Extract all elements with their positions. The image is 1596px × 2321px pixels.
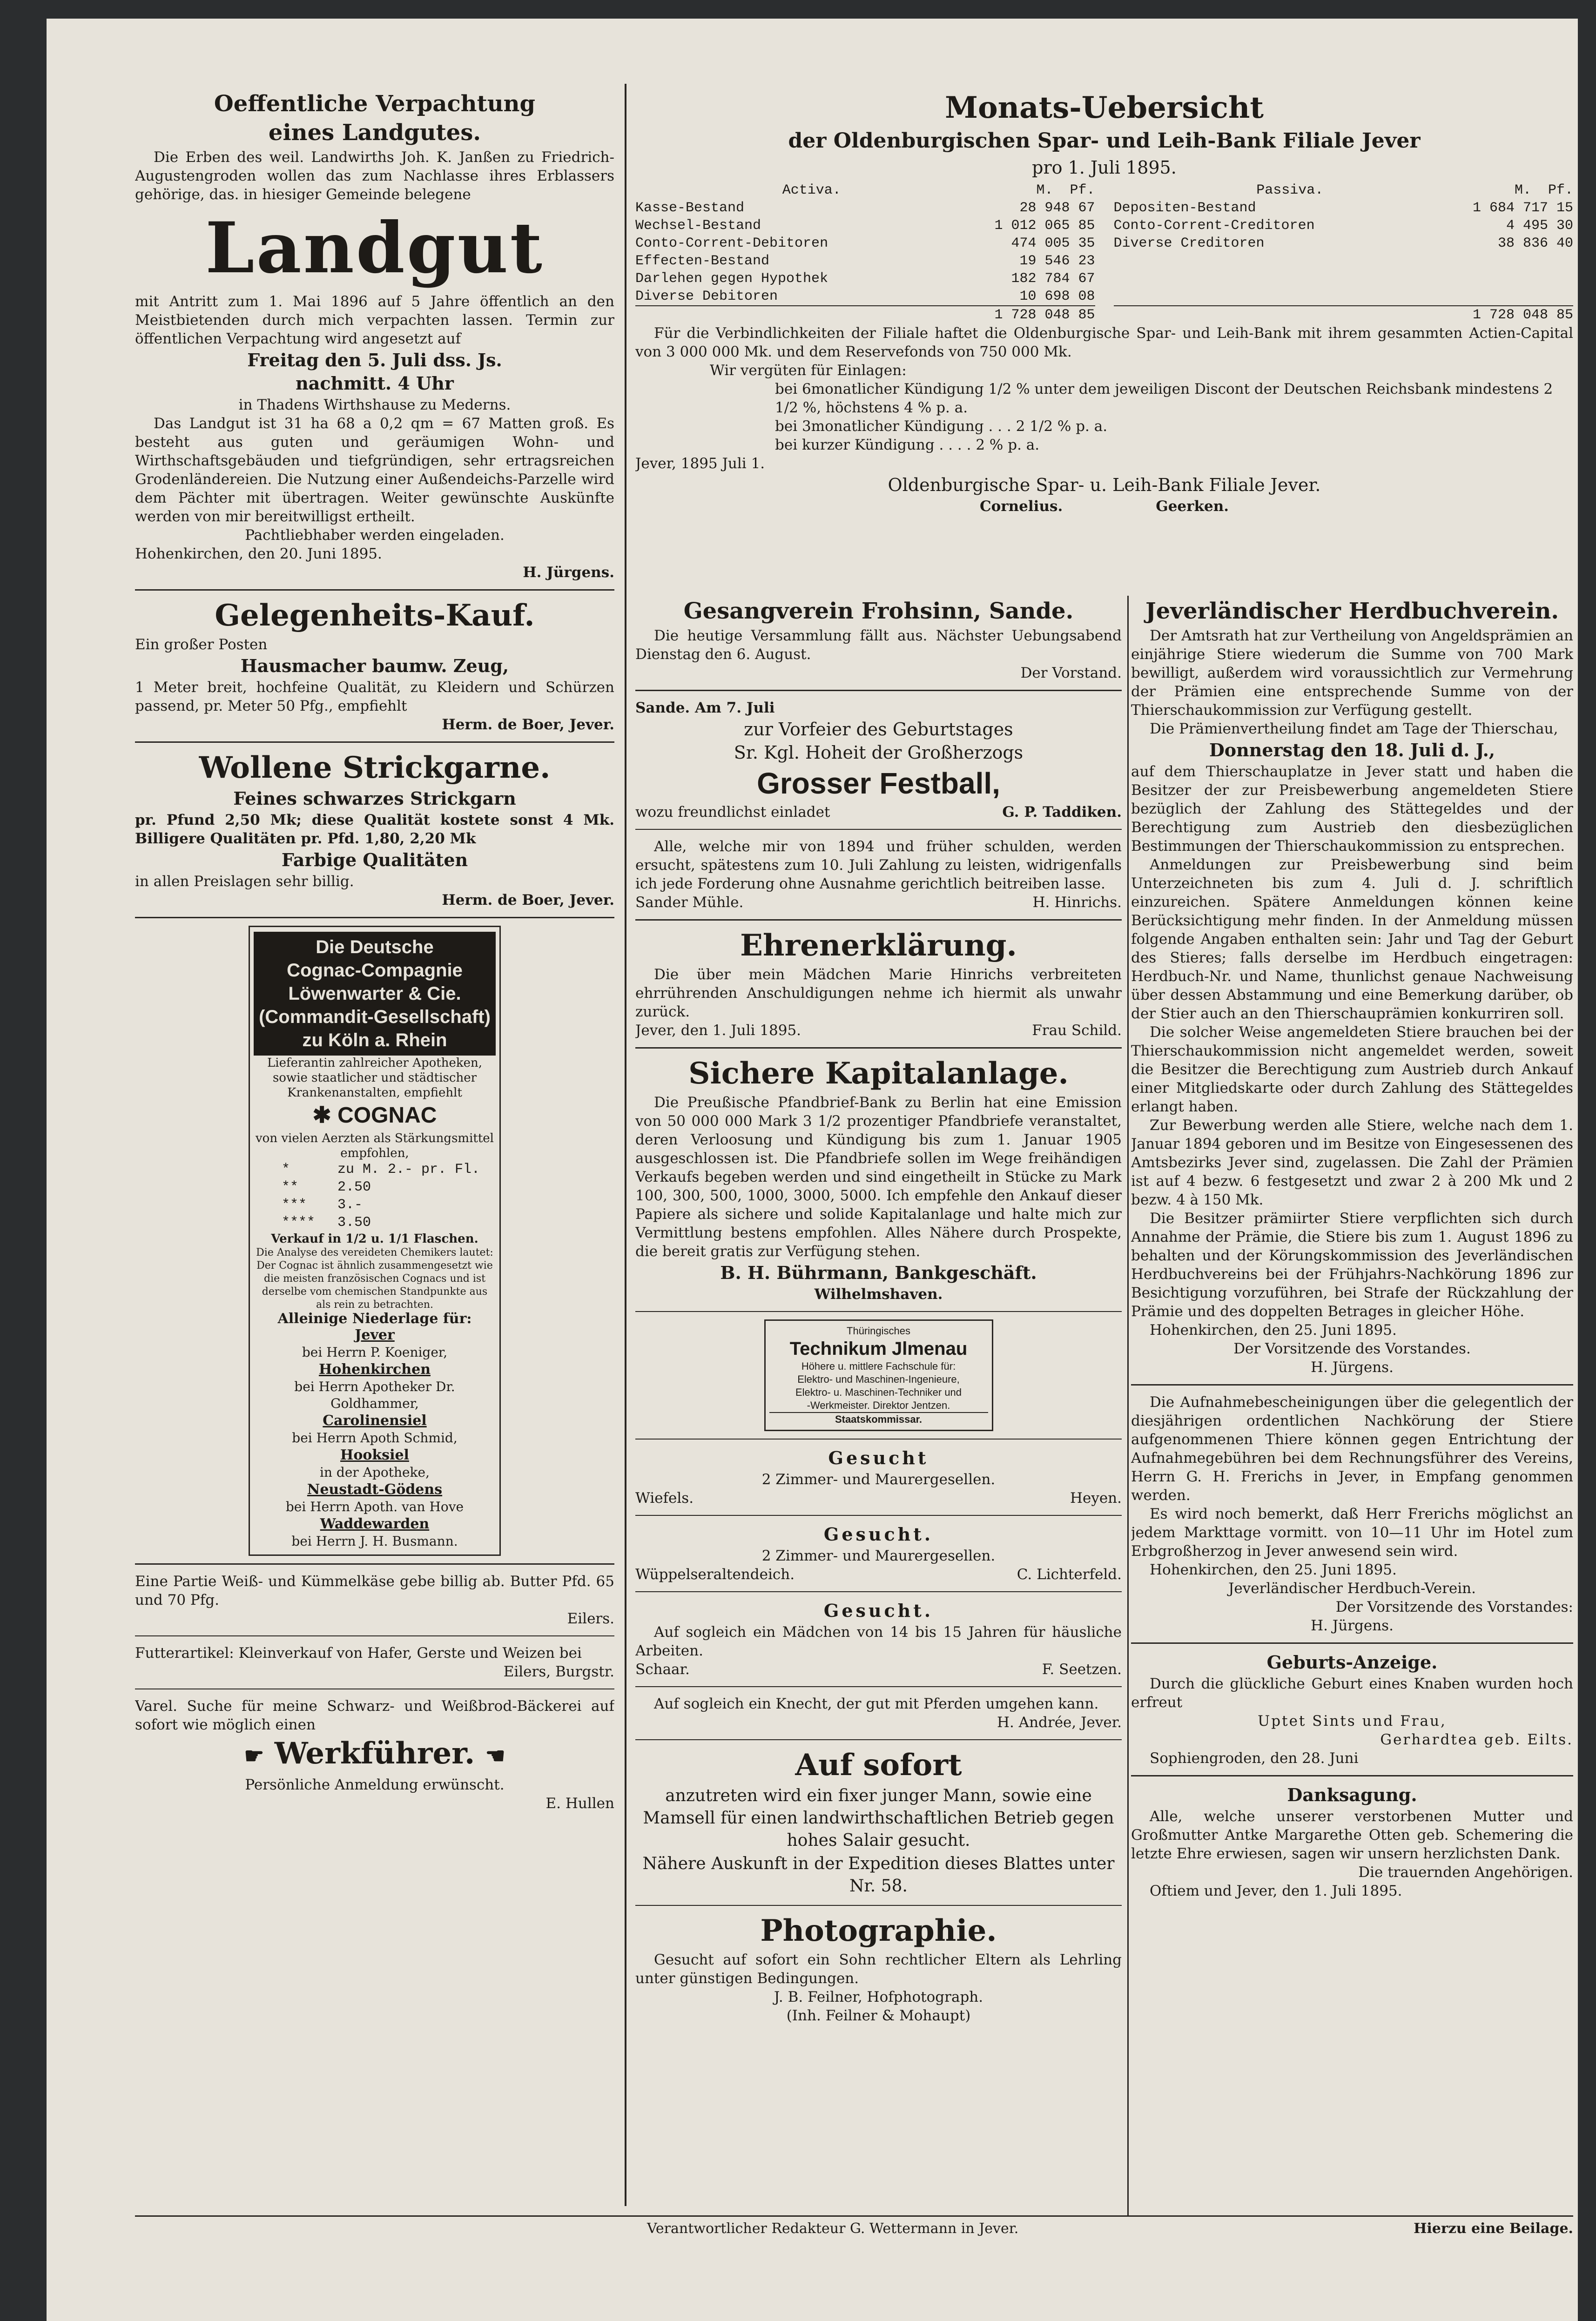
ad-text: (Inh. Feilner & Mohaupt) [786, 2007, 971, 2024]
ad-text: Die Preußische Pfandbrief-Bank zu Berlin hat eine Emission von 50 000 000 Mark 3 1/2 prozentiger Pfandbriefe veranstaltet, deren Verloosung und Kündigung bis zum 1. Januar 1905 ausgeschlossen ist. Die Pfandbriefe sollen im Wege freihändigen Verkaufs begeben werden und sind eingetheilt in Stücke zu Mark 100, 300, 500, 1000, 3000, 5000. Ich empfehle den Ankauf dieser Papiere als sichere und solide Kapitalanlage und halte mich zur Vermittlung bestens empfohlen. Alles Nähere durch Prospekte, die bereit gratis zur Verfügung stehen. [635, 1094, 1122, 1260]
table-row [1114, 217, 1574, 235]
ad-signature: H. Hinrichs. [1032, 894, 1122, 911]
divider [135, 917, 614, 918]
ad-signature: E. Hullen [545, 1795, 614, 1812]
technikum-line: -Werkmeister. Direktor Jentzen. [807, 1399, 950, 1411]
right-column [1131, 596, 1573, 2206]
ad-danksagung [1131, 1784, 1573, 1900]
rate-line: bei 6monatlicher Kündigung 1/2 % unter dem jeweiligen Discont der Deutschen Reichsbank mindestens 2 1/2 %, höchstens 4 % p. a. [775, 381, 1553, 416]
ad-text: 2 Zimmer- und Maurergesellen. [761, 1471, 996, 1488]
price-list [254, 1161, 496, 1231]
price-row [254, 1214, 496, 1231]
price-row [254, 1196, 496, 1214]
ad-title: Technikum Jlmenau [789, 1339, 968, 1359]
balance-sheet [635, 182, 1573, 324]
price-stars: * [282, 1162, 290, 1177]
depot-seller: bei Herrn P. Koeniger, [302, 1345, 448, 1360]
ad-place: in Thadens Wirthshause zu Mederns. [238, 397, 511, 413]
row-label: Wechsel-Bestand [635, 218, 761, 234]
ad-signature: C. Lichterfeld. [1017, 1566, 1122, 1583]
ad-kaese [135, 1572, 614, 1628]
table-row-total [635, 305, 1095, 324]
currency-label: M. [1036, 182, 1053, 198]
overview-text: Wir vergüten für Einlagen: [710, 362, 907, 379]
ad-text: Futterartikel: Kleinverkauf von Hafer, Gerste und Weizen bei [135, 1645, 582, 1662]
ad-title-text: Werkführer. [274, 1736, 475, 1771]
ad-dateline: Hohenkirchen, den 20. Juni 1895. [135, 545, 382, 562]
column-rule [625, 84, 626, 2206]
ad-text: Nähere Auskunft in der Expedition dieses Blattes unter Nr. 58. [642, 1854, 1115, 1896]
ad-place: Schaar. [635, 1661, 690, 1678]
table-row [635, 199, 1095, 217]
depot-seller: bei Herrn Apoth Schmid, [292, 1430, 458, 1446]
ad-landgut [135, 90, 614, 582]
ad-festball [635, 699, 1122, 821]
overview-title: Monats-Uebersicht [945, 90, 1264, 125]
price-stars: *** [282, 1197, 307, 1213]
ad-strickgarne [135, 750, 614, 909]
ad-date: Freitag den 5. Juli dss. Js. [247, 350, 502, 370]
ad-text: Uptet Sints und Frau, [1258, 1713, 1447, 1729]
ad-signature: Der Vorstand. [1020, 665, 1122, 681]
ad-title [135, 1736, 614, 1774]
row-label: Depositen-Bestand [1113, 200, 1256, 216]
ad-signature: H. Jürgens. [523, 564, 614, 581]
row-value: 19 546 23 [1019, 253, 1095, 269]
depot-seller: in der Apotheke, [320, 1465, 430, 1480]
ad-text: Verkauf in 1/2 u. 1/1 Flaschen. [271, 1232, 478, 1246]
total-value: 1 728 048 85 [994, 307, 1095, 323]
ad-auf-sofort [635, 1748, 1122, 1897]
divider [635, 829, 1122, 830]
ad-text: Alle, welche unserer verstorbenen Mutter und Großmutter Antke Margarethe Otten geb. Schemering die letzte Ehre erwiesen, sagen wir unsern herzlichsten Dank. [1131, 1808, 1573, 1862]
pointing-hand-left-icon: ☚ [485, 1742, 505, 1769]
ad-text: 1 Meter breit, hochfeine Qualität, zu Kleidern und Schürzen passend, pr. Meter 50 Pfg., empfiehlt [135, 679, 614, 714]
signer: Cornelius. [979, 498, 1063, 515]
ad-org: Jeverländischer Herdbuch-Verein. [1228, 1580, 1476, 1597]
cognac-header-sub: (Commandit-Gesellschaft) [259, 1007, 491, 1027]
ad-text: Ein großer Posten [135, 636, 268, 653]
ad-signature: Der Vorsitzende des Vorstandes. [1233, 1340, 1471, 1357]
price-row [254, 1178, 496, 1196]
price-stars: **** [282, 1215, 316, 1231]
column-rule [1127, 596, 1129, 2215]
row-label: Conto-Corrent-Creditoren [1113, 218, 1315, 234]
ad-text: Die über mein Mädchen Marie Hinrichs verbreiteten ehrrührenden Anschuldigungen nehme ich hiermit als unwahr zurück. [635, 966, 1122, 1020]
column-header [988, 182, 1095, 199]
ad-technikum [764, 1319, 993, 1431]
ad-signature: H. Andrée, Jever. [997, 1714, 1122, 1731]
depot-list [254, 1326, 496, 1550]
ad-text: Feines schwarzes Strickgarn [233, 788, 516, 809]
depot-seller: bei Herrn J. H. Busmann. [291, 1534, 458, 1549]
table-row [635, 252, 1095, 270]
table-header [1114, 182, 1574, 199]
ad-text: mit Antritt zum 1. Mai 1896 auf 5 Jahre öffentlich an den Meistbietenden durch mich verpachten lassen. Termin zur öffentlichen Verpachtung wird angesetzt auf [135, 293, 614, 347]
divider [635, 1739, 1122, 1740]
ad-photographie [635, 1913, 1122, 2025]
ad-knecht [635, 1695, 1122, 1732]
cognac-header-line: Cognac-Compagnie [287, 960, 463, 981]
technikum-line: Elektro- und Maschinen-Ingenieure, [797, 1373, 960, 1385]
row-value: 4 495 30 [1506, 218, 1573, 234]
ad-text: Alleinige Niederlage für: [277, 1311, 472, 1327]
table-row [635, 270, 1095, 288]
ad-signature: Eilers. [567, 1610, 614, 1627]
ad-gesucht-2 [635, 1523, 1122, 1584]
ad-dateline: Hohenkirchen, den 25. Juni 1895. [1150, 1322, 1397, 1339]
ad-text: zur Vorfeier des Geburtstages [744, 719, 1013, 740]
ad-title: Gesucht. [823, 1524, 934, 1545]
divider [135, 1563, 614, 1565]
price-label: 3.50 [337, 1215, 371, 1231]
divider [635, 1515, 1122, 1516]
ad-signature: G. P. Taddiken. [1002, 804, 1122, 821]
label [1114, 306, 1467, 324]
spacer [1114, 252, 1574, 305]
divider [135, 589, 614, 591]
supplement-note: Hierzu eine Beilage. [1414, 2220, 1573, 2237]
ad-text: Auf sogleich ein Mädchen von 14 bis 15 Jahren für häusliche Arbeiten. [635, 1624, 1122, 1659]
ad-ehrenerklaerung [635, 928, 1122, 1040]
ad-kapitalanlage [635, 1056, 1122, 1304]
table-row [635, 235, 1095, 252]
row-value: 1 012 065 85 [994, 218, 1095, 234]
divider [635, 1311, 1122, 1312]
column-header: Activa. [782, 182, 841, 198]
ad-futter [135, 1644, 614, 1681]
ad-signature: H. Jürgens. [1311, 1617, 1394, 1634]
ad-place: Wüppelseraltendeich. [635, 1566, 795, 1583]
overview-dateline: Jever, 1895 Juli 1. [635, 455, 765, 472]
overview-text: Für die Verbindlichkeiten der Filiale haftet die Oldenburgische Spar- und Leih-Bank mit ihrem gesammten Actien-Capital von 3 000 000 Mk. und dem Reservefonds von 750 000 Mk. [635, 325, 1573, 360]
ad-dateline: Hohenkirchen, den 25. Juni 1895. [1150, 1561, 1397, 1578]
rate-line: bei 3monatlicher Kündigung . . . 2 1/2 % p. a. [775, 418, 1108, 435]
row-value: 474 005 35 [1011, 235, 1095, 251]
ad-signature-row [635, 1489, 1122, 1507]
ad-title: Oeffentliche Verpachtung [214, 91, 536, 117]
product-name: COGNAC [337, 1103, 437, 1128]
ad-title: Geburts-Anzeige. [1266, 1652, 1438, 1673]
divider [635, 690, 1122, 691]
ad-signature-row [635, 1565, 1122, 1584]
cognac-header-line: Die Deutsche [316, 937, 434, 957]
ad-text: Die Besitzer prämiirter Stiere verpflichten sich durch Annahme der Prämie, die Stiere bis zum 1. August 1896 zu behalten und der Körungskommission des Jeverländischen Herdbuchvereins bei der Frühjahrs-Nachkörung 1896 zur Besichtigung vorzuführen, bei Strafe der Rückzahlung der Prämie und des doppelten Betrages in gleicher Höhe. [1131, 1210, 1573, 1320]
total-value: 1 728 048 85 [1472, 307, 1573, 323]
pf-label: Pf. [1070, 182, 1095, 198]
ad-place: Sophiengroden, den 28. Juni [1150, 1750, 1359, 1767]
ad-text: 2 Zimmer- und Maurergesellen. [761, 1547, 996, 1564]
ad-signature: Die trauernden Angehörigen. [1358, 1864, 1573, 1881]
passiva-rows [1114, 199, 1574, 252]
ad-date: Donnerstag den 18. Juli d. J., [1209, 740, 1495, 760]
ad-text: Zur Bewerbung werden alle Stiere, welche nach dem 1. Januar 1894 geboren und im Besitze von Eingesessenen des Amtsbezirks Jever sind, zugelassen. Die Zahl der Prämien ist auf 4 bezw. 6 festgesetzt und zwar 2 à 200 Mk und 2 bezw. 4 à 150 Mk. [1131, 1117, 1573, 1208]
ad-gesucht-1 [635, 1447, 1122, 1507]
overview-subtitle: der Oldenburgischen Spar- und Leih-Bank Filiale Jever [788, 129, 1421, 153]
star-icon: ✱ [312, 1103, 331, 1128]
table-row-total [1114, 305, 1574, 324]
ad-headline [254, 1102, 496, 1129]
ad-title: Gesucht [828, 1447, 929, 1468]
ad-title: Gelegenheits-Kauf. [215, 598, 535, 633]
price-label: 3.- [337, 1197, 363, 1213]
ad-text: Eine Partie Weiß- und Kümmelkäse gebe billig ab. Butter Pfd. 65 und 70 Pfg. [135, 1573, 614, 1608]
depot-seller: bei Herrn Apoth. van Hove [285, 1499, 464, 1514]
ad-text: Der Amtsrath hat zur Vertheilung von Angeldsprämien an einjährige Stiere wiederum die Summe von 700 Mark bewilligt, außerdem wird voraussichtlich zur Vermehrung der Prämien eine entsprechende Summe von der Thierschaukommission zur Verfügung gestellt. [1131, 627, 1573, 719]
depot-place: Waddewarden [320, 1516, 430, 1532]
table-row [1114, 235, 1574, 252]
editor-line: Verantwortlicher Redakteur G. Wettermann in Jever. [647, 2220, 1019, 2237]
label [635, 306, 988, 324]
ad-text: Die Erben des weil. Landwirths Joh. K. Janßen zu Friedrich-Augustengroden wollen das zum Nachlasse ihres Erblassers gehörige, das. in hiesiger Gemeinde belegene [135, 149, 614, 203]
table-row [635, 288, 1095, 305]
divider [135, 1635, 614, 1636]
ad-text: Persönliche Anmeldung erwünscht. [245, 1776, 505, 1793]
ad-title: Sichere Kapitalanlage. [688, 1056, 1069, 1091]
row-value: 182 784 67 [1011, 271, 1095, 287]
ad-text: von vielen Aerzten als Stärkungsmittel empfohlen, [255, 1131, 494, 1160]
ad-schulden [635, 837, 1122, 912]
ad-signature: H. Jürgens. [1311, 1359, 1394, 1376]
divider [635, 1686, 1122, 1687]
ad-text: Die solcher Weise angemeldeten Stiere brauchen bei der Thierschaukommission nicht angemeldet werden, soweit die Besitzer die Berechtigung zum Austrieb durch Ankauf einer Mitgliedskarte oder durch Zahlung des Stättegeldes erlangt haben. [1131, 1024, 1573, 1115]
price-stars: ** [282, 1179, 299, 1195]
ad-gesucht-3 [635, 1600, 1122, 1679]
ad-signature-row [635, 1021, 1122, 1040]
ad-text: Sande. Am 7. Juli [635, 700, 775, 716]
footer-row [135, 2215, 1573, 2237]
pf-label: Pf. [1548, 182, 1573, 198]
ad-title: Gesangverein Frohsinn, Sande. [683, 598, 1074, 624]
ad-signature-row [635, 1660, 1122, 1679]
pointing-hand-right-icon: ☛ [244, 1742, 264, 1769]
ad-text: Die Prämienvertheilung findet am Tage der Thierschau, [1150, 720, 1558, 737]
divider [1131, 1642, 1573, 1644]
ad-text: Sr. Kgl. Hoheit der Großherzogs [734, 742, 1024, 763]
row-label: Darlehen gegen Hypothek [635, 271, 828, 287]
divider [635, 1905, 1122, 1906]
ad-herdbuchverein [1131, 598, 1573, 1377]
monats-uebersicht [635, 88, 1573, 582]
rate-list [635, 380, 1573, 454]
signer: Geerken. [1156, 498, 1229, 515]
ad-text: Varel. Suche für meine Schwarz- und Weißbrod-Bäckerei auf sofort wie möglich einen [135, 1698, 614, 1733]
row-value: 38 836 40 [1497, 235, 1573, 251]
table-row [1114, 199, 1574, 217]
ad-signature: Frau Schild. [1032, 1022, 1122, 1039]
ad-text: Auf sogleich ein Knecht, der gut mit Pferden umgehen kann. [654, 1695, 1099, 1712]
divider [135, 741, 614, 743]
ad-text: Die Aufnahmebescheinigungen über die gelegentlich der diesjährigen ordentlichen Nachkörung der Stiere aufgenommenen Thiere können gegen Entrichtung der Aufnahmegebühren bei dem Rechnungsführer des Vereins, Herrn G. H. Frerichs in Jever, in Empfang genommen werden. [1131, 1394, 1573, 1504]
depot-place: Carolinensiel [323, 1413, 427, 1429]
ad-time: nachmitt. 4 Uhr [296, 373, 454, 394]
price-label: 2.50 [337, 1179, 371, 1195]
price-label: zu M. 2.- pr. Fl. [337, 1162, 480, 1177]
rate-line: bei kurzer Kündigung . . . . 2 % p. a. [775, 437, 1040, 453]
ad-title: Gesucht. [823, 1600, 934, 1621]
cognac-header-city: zu Köln a. Rhein [302, 1030, 447, 1050]
ad-signature: Eilers, Burgstr. [503, 1663, 614, 1680]
ad-aufnahmebescheinigung [1131, 1393, 1573, 1635]
ad-title: Jeverländischer Herdbuchverein. [1145, 598, 1559, 624]
divider [1131, 1775, 1573, 1776]
overview-signature-org: Oldenburgische Spar- u. Leih-Bank Filiale Jever. [888, 475, 1321, 495]
ad-text: Farbige Qualitäten [281, 849, 468, 870]
ad-text: in allen Preislagen sehr billig. [135, 873, 354, 890]
depot-place: Hooksiel [340, 1447, 409, 1463]
ad-text: Gesucht auf sofort ein Sohn rechtlicher Eltern als Lehrling unter günstigen Bedingungen. [635, 1951, 1122, 1987]
ad-text: Thüringisches [847, 1325, 910, 1337]
row-label: Diverse Creditoren [1113, 235, 1265, 251]
price-row [254, 1161, 496, 1178]
row-label: Effecten-Bestand [635, 253, 770, 269]
divider [635, 1047, 1122, 1049]
ad-place: Sander Mühle. [635, 894, 744, 911]
ad-place: Wilhelmshaven. [814, 1286, 943, 1303]
ad-text: pr. Pfund 2,50 Mk; diese Qualität kostete sonst 4 Mk. Billigere Qualitäten pr. Pfd. 1,80, 2,20 Mk [135, 812, 614, 847]
ad-text: auf dem Thierschauplatze in Jever statt und haben die Besitzer der zur Preisbewerbung angemeldeten Stiere bezüglich der Zahlung des Stättegeldes und der Berechtigung zum Austrieb den diesbezüglichen Bestimmungen der Thierschaukommission zu entsprechen. [1131, 763, 1573, 854]
left-column [135, 88, 614, 2220]
technikum-line: Höhere u. mittlere Fachschule für: [801, 1360, 956, 1372]
depot-place: Jever [355, 1327, 395, 1343]
ad-signature: J. B. Feilner, Hofphotograph. [774, 1989, 983, 2005]
ad-text: Anmeldungen zur Preisbewerbung sind beim Unterzeichneten bis zum 4. Juli d. J. schriftlich einzureichen. Spätere Anmeldungen können keine Berücksichtigung mehr finden. In der Anmeldung müssen folgende Angaben enthalten sein: Jahr und Tag der Geburt des Stieres; falls derselbe im Herdbuch eingetragen: Herdbuch-Nr. und Name, thunlichst genaue Nachweisung über dessen Abstammung und eine Bemerkung darüber, ob der Stier auch an den Thierschauprämien konkurriren soll. [1131, 856, 1573, 1022]
row-label: Conto-Corrent-Debitoren [635, 235, 828, 251]
ad-text: anzutreten wird ein fixer junger Mann, sowie eine Mamsell für einen landwirthschaftlichen Betrieb gegen hohes Salair gesucht. [643, 1786, 1114, 1850]
technikum-lines [769, 1360, 988, 1412]
row-value: 1 684 717 15 [1472, 200, 1573, 216]
depot-place: Hohenkirchen [318, 1361, 431, 1378]
ad-gesangverein [635, 598, 1122, 682]
ad-text: Hausmacher baumw. Zeug, [240, 655, 509, 676]
ad-title: Auf sofort [795, 1748, 962, 1783]
ad-headline: Landgut [205, 207, 544, 289]
ad-title: Ehrenerklärung. [740, 928, 1017, 963]
row-value: 10 698 08 [1019, 289, 1095, 304]
ad-signature-row [635, 803, 1122, 821]
ad-text: Gerhardtea geb. Eilts. [1380, 1731, 1573, 1748]
ad-signature-row [635, 893, 1122, 912]
ad-signature: Herm. de Boer, Jever. [442, 716, 614, 733]
activa-table [635, 182, 1095, 324]
depot-place: Neustadt-Gödens [307, 1481, 443, 1498]
row-value: 28 948 67 [1019, 200, 1095, 216]
ad-text: Alle, welche mir von 1894 und früher schulden, werden ersucht, spätestens zum 10. Juli Zahlung zu leisten, widrigenfalls ich jede Forderung ohne Ausnahme gerichtlich beitreiben lasse. [635, 838, 1122, 892]
currency-label: M. [1514, 182, 1531, 198]
ad-text: Die heutige Versammlung fällt aus. Nächster Uebungsabend Dienstag den 6. August. [635, 627, 1122, 663]
ad-text: Es wird noch bemerkt, daß Herr Frerichs möglichst an jedem Markttage vormitt. von 10—11 Uhr im Hotel zum Erbgroßherzog in Jever anwesend sein wird. [1131, 1506, 1573, 1560]
table-header [635, 182, 1095, 199]
ad-text: Durch die glückliche Geburt eines Knaben wurden hoch erfreut [1131, 1675, 1573, 1711]
row-label: Kasse-Bestand [635, 200, 745, 216]
ad-geburtsanzeige [1131, 1651, 1573, 1768]
ad-text: Pachtliebhaber werden eingeladen. [245, 527, 505, 544]
ad-headline: Grosser Festball, [757, 767, 1000, 800]
overview-date: pro 1. Juli 1895. [1032, 157, 1177, 178]
technikum-line: Elektro- u. Maschinen-Techniker und [795, 1386, 962, 1398]
ad-text: Die Analyse des vereideten Chemikers lautet: Der Cognac ist ähnlich zusammengesetzt wie die meisten französischen Cognacs und ist derselbe vom chemischen Standpunkte aus als rein zu betrachten. [256, 1247, 493, 1311]
ad-place: Wiefels. [635, 1490, 694, 1507]
cognac-header [254, 932, 496, 1056]
ad-signature: Herm. de Boer, Jever. [442, 892, 614, 908]
ad-signature: B. H. Bührmann, Bankgeschäft. [720, 1262, 1037, 1283]
cognac-header-line: Löwenwarter & Cie. [288, 983, 461, 1004]
ad-werkfuehrer [135, 1697, 614, 1813]
row-label: Diverse Debitoren [635, 289, 778, 304]
ad-signature: Der Vorsitzende des Vorstandes: [1335, 1599, 1573, 1615]
ad-dateline: Jever, den 1. Juli 1895. [635, 1022, 801, 1039]
column-header [1466, 182, 1573, 199]
middle-column [635, 596, 1122, 2206]
newspaper-page [47, 19, 1578, 2321]
table-row [635, 217, 1095, 235]
divider [635, 1591, 1122, 1592]
divider [635, 919, 1122, 921]
overview-signers [635, 497, 1573, 516]
ad-cognac [249, 926, 501, 1556]
ad-signature: Heyen. [1070, 1490, 1122, 1507]
activa-rows [635, 199, 1095, 305]
ad-signature: F. Seetzen. [1042, 1661, 1122, 1678]
ad-text: Lieferantin zahlreicher Apotheken, sowie staatlicher und städtischer Krankenanstalten, empfiehlt [267, 1056, 482, 1100]
ad-title: Wollene Strickgarne. [199, 750, 551, 785]
passiva-table [1114, 182, 1574, 324]
ad-text: Staatskommissar. [769, 1412, 988, 1426]
ad-title: Photographie. [760, 1913, 997, 1948]
ad-subtitle: eines Landgutes. [268, 120, 481, 146]
column-header: Passiva. [1256, 182, 1324, 198]
ad-text: Das Landgut ist 31 ha 68 a 0,2 qm = 67 Matten groß. Es besteht aus guten und geräumigen Wohn- und Wirthschaftsgebäuden und tiefgründigen, sehr ertragsreichen Grodenländereien. Die Nutzung einer Außendeichs-Parzelle wird dem Pächter mit übertragen. Weiter gewünschte Auskünfte werden von mir bereitwilligst ertheilt. [135, 415, 614, 525]
ad-title: Danksagung. [1287, 1784, 1417, 1805]
ad-dateline: Oftiem und Jever, den 1. Juli 1895. [1150, 1883, 1402, 1899]
depot-seller: bei Herrn Apotheker Dr. Goldhammer, [294, 1379, 455, 1411]
page-footer [135, 2215, 1573, 2243]
ad-text: wozu freundlichst einladet [635, 804, 830, 821]
ad-gelegenheitskauf [135, 598, 614, 734]
divider [1131, 1384, 1573, 1386]
divider [635, 1439, 1122, 1440]
